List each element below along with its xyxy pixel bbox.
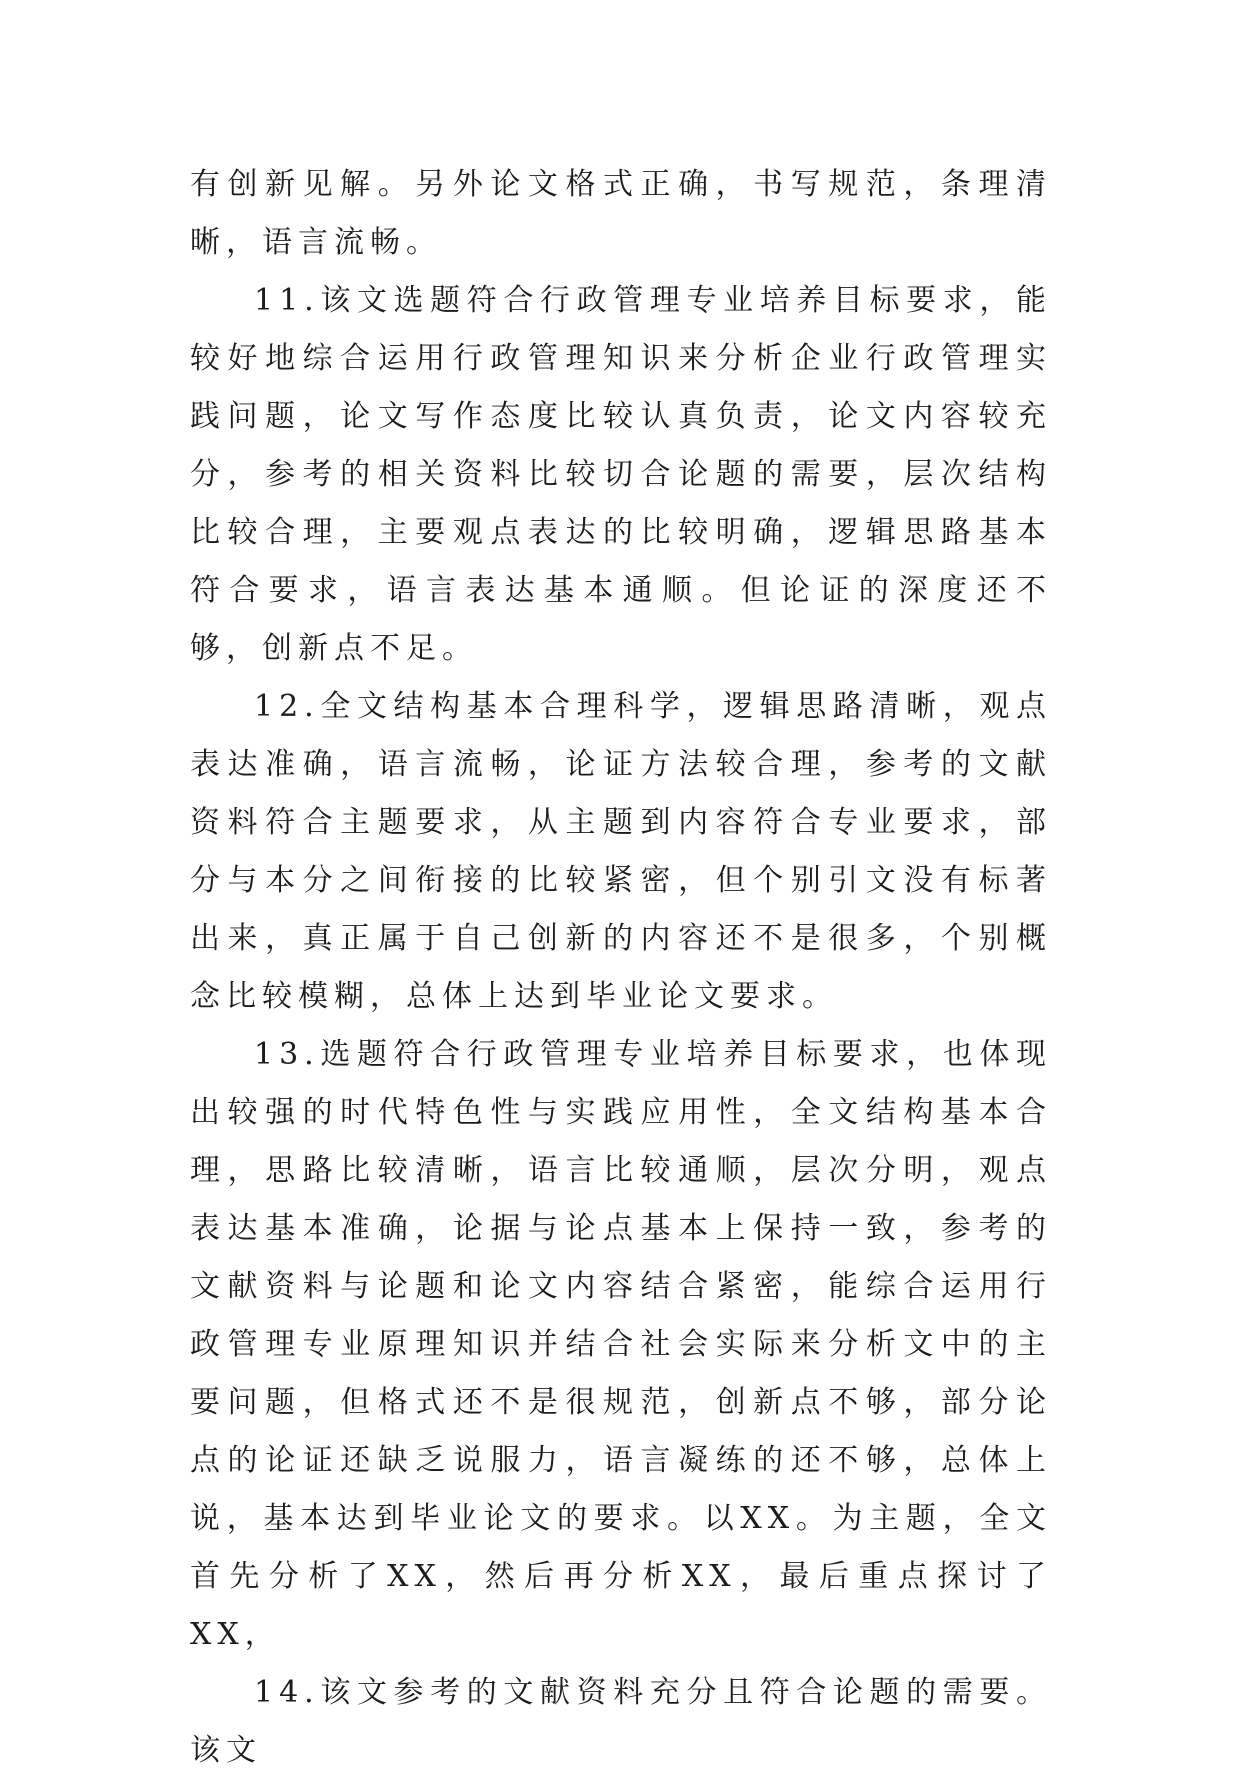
paragraph-13: 13.选题符合行政管理专业培养目标要求，也体现出较强的时代特色性与实践应用性，全文结构基本合理，思路比较清晰，语言比较通顺，层次分明，观点表达基本准确，论据与论点基本上保持一致，参考的文献资料与论题和论文内容结合紧密，能综合运用行政管理专业原理知识并结合社会实际来分析文中的主要问题，但格式还不是很规范，创新点不够，部分论点的论证还缺乏说服力，语言凝练的还不够，总体上说，基本达到毕业论文的要求。以XX。为主题，全文首先分析了XX，然后再分析XX，最后重点探讨了XX， xyxy=(190,1037,1052,1652)
document-body xyxy=(190,156,1052,1780)
paragraph-14: 14.该文参考的文献资料充分且符合论题的需要。该文 xyxy=(190,1675,1052,1768)
paragraph-continuation: 有创新见解。另外论文格式正确，书写规范，条理清晰，语言流畅。 xyxy=(190,167,1052,260)
paragraph-11: 11.该文选题符合行政管理专业培养目标要求，能较好地综合运用行政管理知识来分析企业行政管理实践问题，论文写作态度比较认真负责，论文内容较充分，参考的相关资料比较切合论题的需要，层次结构比较合理，主要观点表达的比较明确，逻辑思路基本符合要求，语言表达基本通顺。但论证的深度还不够，创新点不足。 xyxy=(190,283,1052,666)
paragraph-12: 12.全文结构基本合理科学，逻辑思路清晰，观点表达准确，语言流畅，论证方法较合理，参考的文献资料符合主题要求，从主题到内容符合专业要求，部分与本分之间衔接的比较紧密，但个别引文没有标著出来，真正属于自己创新的内容还不是很多，个别概念比较模糊，总体上达到毕业论文要求。 xyxy=(190,689,1052,1014)
